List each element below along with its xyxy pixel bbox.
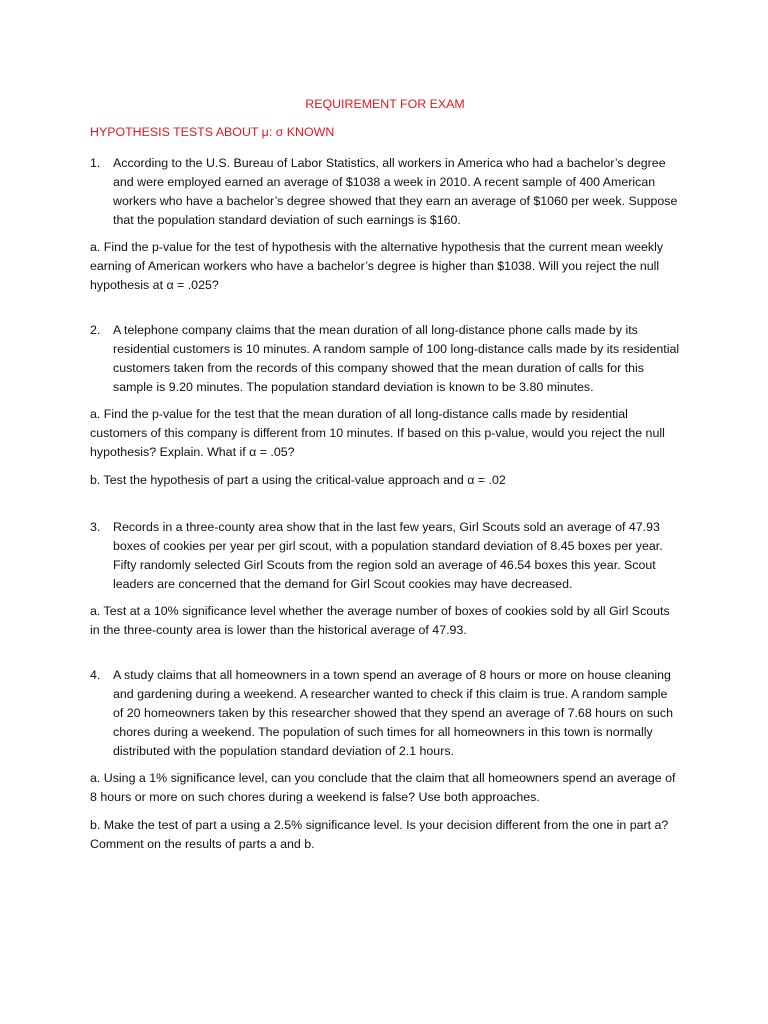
problem-3 [90, 518, 680, 594]
problem-statement: According to the U.S. Bureau of Labor Statistics, all workers in America who had a bachelor’s degree and were employed earned an average of $1038 a week in 2010. A recent sample of 400 American workers who have a bachelor’s degree showed that they earn an average of $1060 per week. Suppose that the population standard deviation of such earnings is $160. [113, 156, 678, 227]
problem-2-part-b: b. Test the hypothesis of part a using the critical-value approach and α = .02 [90, 473, 506, 487]
section-heading: HYPOTHESIS TESTS ABOUT μ: σ KNOWN [90, 125, 335, 139]
problem-number: 3. [90, 520, 101, 534]
problem-number: 1. [90, 156, 101, 170]
problem-statement: Records in a three-county area show that in the last few years, Girl Scouts sold an average of 47.93 boxes of cookies per year per girl scout, with a population standard deviation of 8.45 boxes per year. Fifty randomly selected Girl Scouts from the region sold an average of 46.54 boxes this year. Scout leaders are concerned that the demand for Girl Scout cookies may have decreased. [113, 520, 663, 591]
document-title: REQUIREMENT FOR EXAM [305, 97, 465, 111]
problem-4-part-a: a. Using a 1% significance level, can you conclude that the claim that all homeowners spend an average of 8 hours or more on such chores during a weekend is false? Use both approaches. [90, 771, 676, 804]
spacer [90, 490, 680, 518]
problem-2-part-a: a. Find the p-value for the test that the mean duration of all long-distance calls made by residential customers of this company is different from 10 minutes. If based on this p-value, would you reject the null hypothesis? Explain. What if α = .05? [90, 407, 665, 459]
problem-statement: A telephone company claims that the mean duration of all long-distance phone calls made by its residential customers is 10 minutes. A random sample of 100 long-distance calls made by its residential customers taken from the records of this company showed that the mean duration of calls for this sample is 9.20 minutes. The population standard deviation is known to be 3.80 minutes. [113, 323, 680, 394]
document-body [90, 95, 680, 854]
problem-4-part-b: b. Make the test of part a using a 2.5% significance level. Is your decision different from the one in part a? Comment on the results of parts a and b. [90, 818, 669, 851]
problem-1 [90, 154, 680, 230]
problem-statement: A study claims that all homeowners in a town spend an average of 8 hours or more on house cleaning and gardening during a weekend. A researcher wanted to check if this claim is true. A random sample of 20 homeowners taken by this researcher showed that they spend an average of 7.68 hours on such chores during a weekend. The population of such times for all homeowners in this town is normally distributed with the population standard deviation of 2.1 hours. [113, 668, 673, 758]
problem-3-part-a: a. Test at a 10% significance level whether the average number of boxes of cookies sold by all Girl Scouts in the three-county area is lower than the historical average of 47.93. [90, 604, 670, 637]
problem-4 [90, 666, 680, 761]
problem-number: 2. [90, 323, 101, 337]
spacer [90, 295, 680, 321]
problem-number: 4. [90, 668, 101, 682]
problem-1-part-a: a. Find the p-value for the test of hypothesis with the alternative hypothesis that the current mean weekly earning of American workers who have a bachelor’s degree is higher than $1038. Will you reject the null hypothesis at α = .025? [90, 240, 664, 292]
problem-2 [90, 321, 680, 397]
spacer [90, 640, 680, 666]
